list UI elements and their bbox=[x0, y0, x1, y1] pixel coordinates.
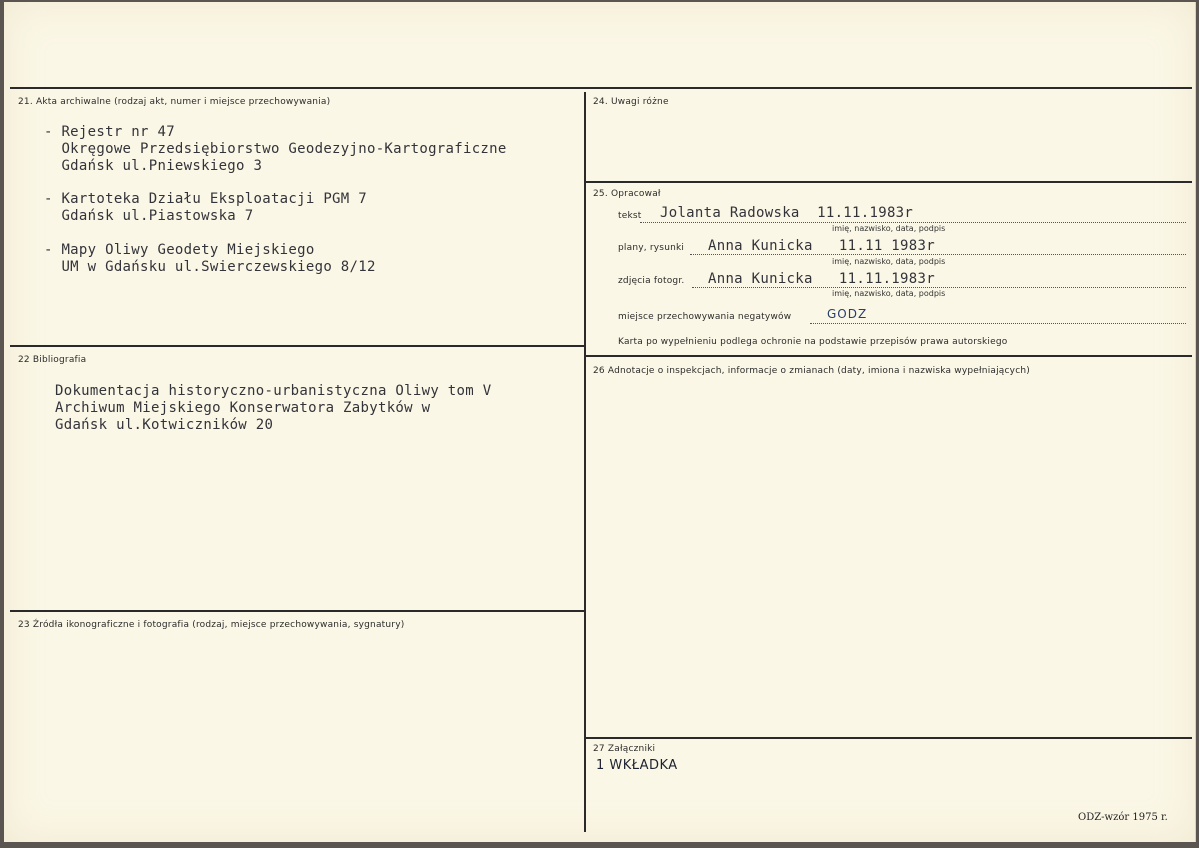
top-rule bbox=[10, 87, 1192, 89]
plany-caption: imię, nazwisko, data, podpis bbox=[832, 257, 946, 266]
zdjecia-caption: imię, nazwisko, data, podpis bbox=[832, 289, 946, 298]
negatywy-handwritten: GODZ bbox=[827, 307, 868, 321]
section-25-label: 25. Opracował bbox=[593, 189, 661, 199]
zdjecia-value: Anna Kunicka 11.11.1983r bbox=[708, 271, 935, 287]
tekst-value: Jolanta Radowska 11.11.1983r bbox=[660, 205, 914, 221]
form-footer: ODZ-wzór 1975 r. bbox=[1078, 812, 1168, 823]
tekst-label: tekst bbox=[618, 211, 642, 221]
section-24-label: 24. Uwagi różne bbox=[593, 97, 669, 107]
plany-value: Anna Kunicka 11.11 1983r bbox=[708, 238, 935, 254]
negatywy-label: miejsce przechowywania negatywów bbox=[618, 312, 792, 322]
archive-item-1: - Rejestr nr 47 Okręgowe Przedsiębiorstwo Geodezyjno-Kartograficzne Gdańsk ul.Pniewskiego 3 bbox=[44, 124, 507, 174]
zdjecia-label: zdjęcia fotogr. bbox=[618, 276, 685, 286]
center-divider bbox=[584, 92, 586, 832]
record-card bbox=[4, 2, 1196, 842]
archive-item-3: - Mapy Oliwy Geodety Miejskiego UM w Gdańsku ul.Swierczewskiego 8/12 bbox=[44, 242, 376, 275]
archive-item-2: - Kartoteka Działu Eksploatacji PGM 7 Gdańsk ul.Piastowska 7 bbox=[44, 191, 367, 224]
attachment-handwritten: 1 WKŁADKA bbox=[596, 758, 678, 773]
section-27-label: 27 Załączniki bbox=[593, 744, 656, 754]
bibliography-text: Dokumentacja historyczno-urbanistyczna Oliwy tom V Archiwum Miejskiego Konserwatora Zabytków w Gdańsk ul.Kotwiczników 20 bbox=[55, 383, 492, 433]
tekst-caption: imię, nazwisko, data, podpis bbox=[832, 224, 946, 233]
section-23-rule bbox=[10, 610, 584, 612]
section-26-rule bbox=[586, 355, 1192, 357]
section-26-label: 26 Adnotacje o inspekcjach, informacje o zmianach (daty, imiona i nazwiska wypełniających) bbox=[593, 366, 1030, 376]
plany-label: plany, rysunki bbox=[618, 243, 685, 253]
negatywy-line bbox=[810, 323, 1186, 324]
section-22-label: 22 Bibliografia bbox=[18, 355, 87, 365]
section-21-label: 21. Akta archiwalne (rodzaj akt, numer i miejsce przechowywania) bbox=[18, 97, 331, 107]
section-25-rule bbox=[586, 181, 1192, 183]
section-22-rule bbox=[10, 345, 584, 347]
tekst-line bbox=[640, 222, 1186, 223]
copyright-note: Karta po wypełnieniu podlega ochronie na podstawie przepisów prawa autorskiego bbox=[618, 337, 1008, 347]
section-27-rule bbox=[586, 737, 1192, 739]
section-23-label: 23 Źródła ikonograficzne i fotografia (rodzaj, miejsce przechowywania, sygnatury) bbox=[18, 620, 405, 630]
